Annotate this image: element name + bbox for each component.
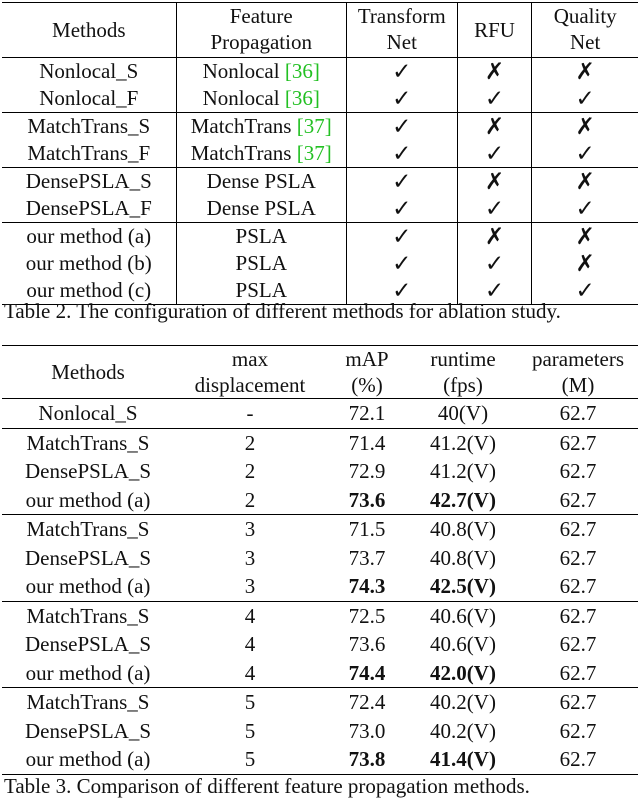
table-row: [2, 630, 638, 659]
table-row: [2, 745, 638, 774]
transform-net-mark: ✓: [346, 168, 457, 196]
runtime-cell: 40.6(V): [408, 601, 518, 630]
map-cell: 71.5: [326, 515, 408, 544]
citation-link[interactable]: [36]: [284, 86, 320, 110]
quality-net-mark: ✗: [532, 168, 638, 196]
citation-link[interactable]: [36]: [284, 59, 320, 83]
displacement-cell: 2: [174, 428, 326, 457]
t3-header-methods: Methods: [51, 360, 125, 384]
t3-body: [2, 399, 638, 775]
rfu-mark: ✓: [457, 195, 532, 223]
quality-net-mark: ✗: [532, 58, 638, 86]
rfu-mark: ✓: [457, 85, 532, 113]
t3-header-disp-1: max: [231, 347, 269, 371]
propagation-label: MatchTrans: [190, 141, 297, 165]
method-cell: MatchTrans_S: [2, 515, 174, 544]
propagation-label: Dense PSLA: [206, 196, 316, 220]
method-cell: DensePSLA_S: [24, 632, 151, 656]
map-cell: 72.5: [326, 601, 408, 630]
citation-link[interactable]: [37]: [296, 141, 332, 165]
table-row: [2, 399, 638, 429]
t3-header-map-2: (%): [351, 373, 383, 397]
quality-net-mark: ✗: [532, 113, 638, 141]
propagation-label: Nonlocal: [202, 86, 285, 110]
table-row: [2, 659, 638, 688]
propagation-cell: [176, 140, 346, 168]
runtime-cell: 40.2(V): [430, 718, 496, 743]
t2-header-feature-1: Feature: [176, 3, 346, 30]
table-row: [2, 486, 638, 515]
map-cell: 71.4: [326, 428, 408, 457]
method-cell: our method (b): [2, 250, 176, 277]
parameters-cell: 62.7: [518, 601, 638, 630]
displacement-cell: 3: [174, 515, 326, 544]
method-cell: our method (a): [25, 660, 151, 685]
method-cell: DensePSLA_S: [24, 459, 151, 483]
transform-net-mark: ✓: [346, 195, 457, 223]
method-cell: our method (a): [2, 223, 176, 251]
transform-net-mark: ✓: [346, 277, 457, 305]
rfu-mark: ✓: [457, 250, 532, 277]
map-cell: 73.7: [348, 545, 386, 570]
method-cell: MatchTrans_S: [2, 688, 174, 717]
table-row: [2, 544, 638, 573]
table-row: [2, 515, 638, 544]
runtime-cell: 41.2(V): [408, 428, 518, 457]
parameters-cell: 62.7: [518, 399, 638, 429]
displacement-cell: 2: [244, 459, 256, 483]
quality-net-mark: ✓: [575, 141, 595, 166]
method-cell: Nonlocal_S: [2, 399, 174, 429]
quality-net-mark: ✓: [575, 196, 595, 221]
table-row: [2, 195, 638, 223]
method-cell: DensePSLA_S: [2, 168, 176, 196]
parameters-cell: 62.7: [559, 747, 597, 771]
method-cell: DensePSLA_F: [2, 195, 176, 223]
feature-propagation-comparison-table: [2, 345, 638, 775]
runtime-cell: 40.8(V): [430, 545, 496, 570]
runtime-cell: 41.4(V): [430, 747, 496, 771]
runtime-cell: 42.0(V): [430, 660, 496, 685]
method-cell: MatchTrans_S: [2, 601, 174, 630]
propagation-label: MatchTrans: [190, 114, 297, 138]
propagation-cell: [176, 250, 346, 277]
parameters-cell: 62.7: [559, 487, 597, 512]
method-cell: Nonlocal_F: [2, 85, 176, 113]
map-cell: 73.6: [348, 632, 386, 656]
displacement-cell: 3: [244, 545, 256, 570]
table-row: [2, 457, 638, 486]
runtime-cell: 40.8(V): [408, 515, 518, 544]
ablation-config-table: [2, 2, 638, 305]
quality-net-mark: ✓: [575, 278, 595, 303]
runtime-cell: 40.2(V): [408, 688, 518, 717]
map-cell: 72.4: [326, 688, 408, 717]
table3-caption: Table 3. Comparison of different feature propagation methods.: [4, 774, 530, 798]
propagation-cell: [176, 113, 346, 141]
t2-header-methods: Methods: [2, 3, 176, 58]
parameters-cell: 62.7: [559, 718, 597, 743]
table-row: [2, 58, 638, 86]
rfu-mark: ✗: [457, 168, 532, 196]
displacement-cell: 5: [174, 688, 326, 717]
displacement-cell: 4: [174, 601, 326, 630]
quality-net-mark: ✗: [575, 251, 595, 276]
runtime-cell: 40(V): [408, 399, 518, 429]
t2-header-quality-1: Quality: [553, 4, 617, 28]
parameters-cell: 62.7: [518, 428, 638, 457]
propagation-cell: [176, 195, 346, 223]
rfu-mark: ✗: [457, 58, 532, 86]
table-row: [2, 250, 638, 277]
transform-net-mark: ✓: [346, 58, 457, 86]
method-cell: our method (a): [25, 574, 151, 598]
propagation-cell: [176, 85, 346, 113]
method-cell: DensePSLA_S: [24, 545, 151, 570]
propagation-label: Dense PSLA: [206, 169, 316, 193]
propagation-cell: [176, 223, 346, 251]
displacement-cell: -: [174, 399, 326, 429]
rfu-mark: ✗: [457, 223, 532, 251]
method-cell: our method (a): [25, 487, 151, 512]
table-row: [2, 223, 638, 251]
quality-net-mark: ✗: [532, 223, 638, 251]
displacement-cell: 2: [244, 487, 256, 512]
parameters-cell: 62.7: [559, 459, 597, 483]
table-row: [2, 601, 638, 630]
propagation-label: PSLA: [235, 278, 287, 302]
t3-header-runtime-2: (fps): [443, 373, 483, 397]
t2-header-quality-2: Net: [570, 30, 601, 54]
transform-net-mark: ✓: [346, 140, 457, 168]
propagation-label: PSLA: [235, 224, 287, 248]
method-cell: MatchTrans_F: [2, 140, 176, 168]
table-row: [2, 428, 638, 457]
displacement-cell: 4: [244, 660, 256, 685]
propagation-label: PSLA: [235, 251, 287, 275]
t2-header-transform-1: Transform: [346, 3, 457, 30]
parameters-cell: 62.7: [559, 545, 597, 570]
transform-net-mark: ✓: [346, 223, 457, 251]
table-row: [2, 168, 638, 196]
transform-net-mark: ✓: [346, 85, 457, 113]
runtime-cell: 40.6(V): [430, 632, 496, 656]
map-cell: 72.9: [348, 459, 386, 483]
table-row: [2, 140, 638, 168]
t2-header-rfu: RFU: [457, 3, 532, 58]
method-cell: our method (c): [2, 277, 176, 305]
runtime-cell: 41.2(V): [430, 459, 496, 483]
t3-header-disp-2: displacement: [194, 373, 306, 397]
t3-header-params-1: parameters: [531, 347, 625, 371]
runtime-cell: 42.7(V): [430, 487, 496, 512]
method-cell: MatchTrans_S: [2, 428, 174, 457]
rfu-mark: ✓: [457, 140, 532, 168]
displacement-cell: 4: [244, 632, 256, 656]
propagation-cell: [176, 168, 346, 196]
t3-header-runtime-1: runtime: [430, 347, 496, 371]
transform-net-mark: ✓: [346, 250, 457, 277]
parameters-cell: 62.7: [518, 688, 638, 717]
method-cell: MatchTrans_S: [2, 113, 176, 141]
map-cell: 74.4: [348, 660, 386, 685]
citation-link[interactable]: [37]: [296, 114, 332, 138]
method-cell: our method (a): [25, 747, 151, 771]
quality-net-mark: ✓: [575, 86, 595, 111]
table-row: [2, 113, 638, 141]
table-row: [2, 717, 638, 746]
table-row: [2, 688, 638, 717]
table2-caption: Table 2. The configuration of different methods for ablation study.: [4, 299, 561, 323]
map-cell: 72.1: [326, 399, 408, 429]
t3-header-params-2: (M): [561, 373, 595, 397]
map-cell: 73.8: [348, 747, 386, 771]
map-cell: 74.3: [348, 574, 386, 598]
displacement-cell: 5: [244, 718, 256, 743]
displacement-cell: 5: [244, 747, 256, 771]
transform-net-mark: ✓: [346, 113, 457, 141]
table-row: [2, 85, 638, 113]
t2-header-transform-2: Net: [346, 29, 457, 58]
runtime-cell: 42.5(V): [430, 574, 496, 598]
map-cell: 73.6: [348, 487, 386, 512]
parameters-cell: 62.7: [559, 632, 597, 656]
rfu-mark: ✓: [457, 277, 532, 305]
rfu-mark: ✗: [457, 113, 532, 141]
method-cell: Nonlocal_S: [2, 58, 176, 86]
propagation-cell: [176, 58, 346, 86]
parameters-cell: 62.7: [518, 515, 638, 544]
map-cell: 73.0: [348, 718, 386, 743]
displacement-cell: 3: [244, 574, 256, 598]
t2-body: [2, 58, 638, 305]
t3-header-map-1: mAP: [345, 347, 389, 371]
parameters-cell: 62.7: [559, 574, 597, 598]
table-row: [2, 572, 638, 601]
parameters-cell: 62.7: [559, 660, 597, 685]
t2-header-feature-2: Propagation: [176, 29, 346, 58]
propagation-label: Nonlocal: [202, 59, 285, 83]
method-cell: DensePSLA_S: [24, 718, 151, 743]
